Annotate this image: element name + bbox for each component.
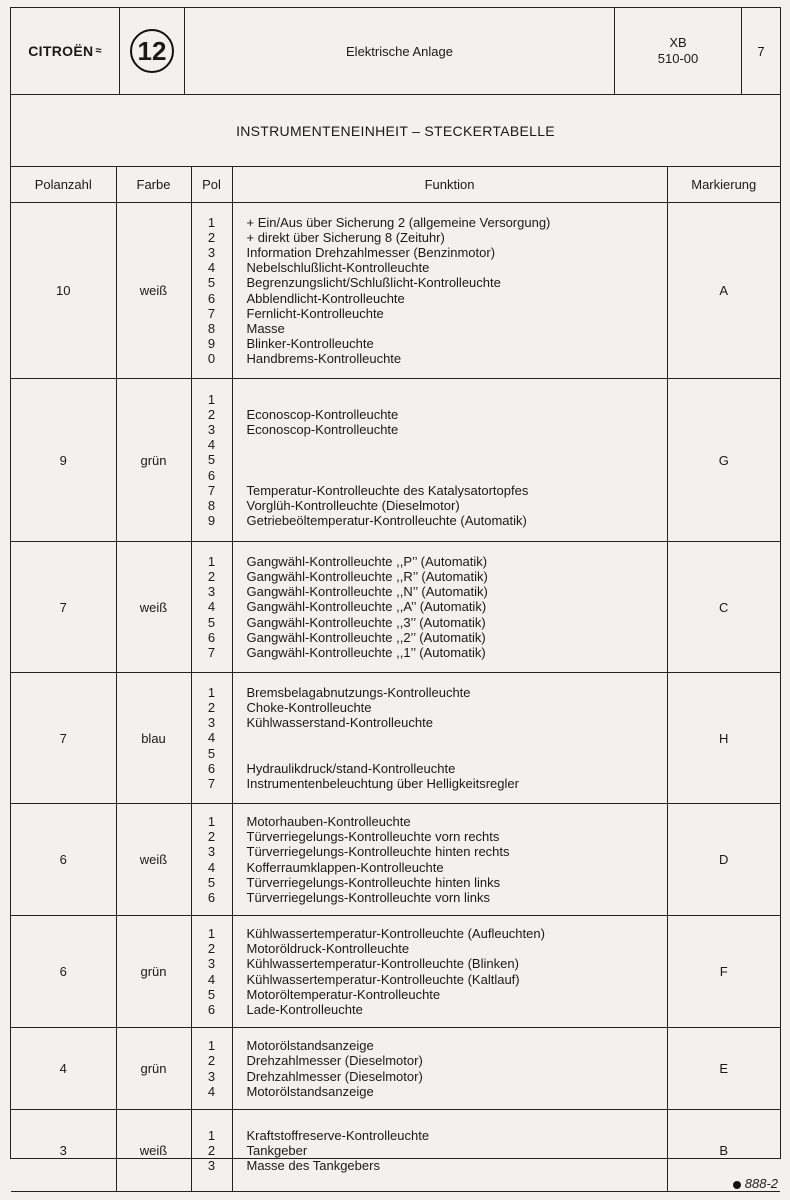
pin-number: 4 bbox=[207, 971, 216, 987]
pin-number: 7 bbox=[207, 644, 216, 660]
cell-farbe: blau bbox=[116, 673, 191, 804]
pin-number: 2 bbox=[207, 700, 216, 716]
cell-markierung: E bbox=[667, 1028, 780, 1110]
table-body bbox=[11, 203, 780, 1192]
pin-function: Türverriegelungs-Kontrolleuchte hinten rechts bbox=[246, 844, 510, 860]
pin-number: 5 bbox=[207, 275, 216, 291]
pin-function: Kühlwassertemperatur-Kontrolleuchte (Aufleuchten) bbox=[246, 925, 545, 941]
pin-number: 5 bbox=[207, 452, 216, 468]
cell-pins bbox=[191, 1110, 232, 1192]
pin-function: Getriebeöltemperatur-Kontrolleuchte (Automatik) bbox=[246, 513, 527, 529]
pin-function: Tankgeber bbox=[246, 1142, 308, 1158]
cell-functions bbox=[232, 1028, 667, 1110]
footer-code: 888-2 bbox=[744, 1176, 778, 1191]
pin-function: Nebelschlußlicht-Kontrolleuchte bbox=[246, 260, 430, 276]
pin-number: 3 bbox=[207, 584, 216, 600]
pin-number: 5 bbox=[207, 874, 216, 890]
cell-functions bbox=[232, 673, 667, 804]
pin-function: Hydraulikdruck/stand-Kontrolleuchte bbox=[246, 760, 456, 776]
table-row bbox=[11, 379, 780, 542]
pin-function: Handbrems-Kontrolleuchte bbox=[246, 351, 402, 367]
pin-function: Gangwähl-Kontrolleuchte ,,2’’ (Automatik) bbox=[246, 629, 486, 645]
pin-number: 5 bbox=[207, 614, 216, 630]
table-row bbox=[11, 916, 780, 1028]
cell-functions bbox=[232, 379, 667, 542]
cell-functions bbox=[232, 1110, 667, 1192]
pin-number: 6 bbox=[207, 889, 216, 905]
table-row bbox=[11, 673, 780, 804]
pin-number: 3 bbox=[207, 1068, 216, 1084]
pin-function: Vorglüh-Kontrolleuchte (Dieselmotor) bbox=[246, 497, 460, 513]
header-title: Elektrische Anlage bbox=[185, 8, 615, 94]
pin-function: Lade-Kontrolleuchte bbox=[246, 1001, 363, 1017]
cell-pins bbox=[191, 1028, 232, 1110]
pin-function bbox=[247, 392, 667, 407]
pin-number: 1 bbox=[207, 925, 216, 941]
pin-function: Drehzahlmesser (Dieselmotor) bbox=[246, 1068, 423, 1084]
table-row bbox=[11, 804, 780, 916]
pin-number: 6 bbox=[207, 467, 216, 483]
cell-farbe: grün bbox=[116, 379, 191, 542]
cell-markierung: C bbox=[667, 542, 780, 673]
pin-number: 2 bbox=[207, 229, 216, 245]
pin-function: Kühlwassertemperatur-Kontrolleuchte (Blinken) bbox=[246, 956, 519, 972]
pin-number: 4 bbox=[207, 1083, 216, 1099]
document-code bbox=[615, 8, 742, 94]
pin-number: 4 bbox=[207, 437, 216, 453]
table-row bbox=[11, 203, 780, 379]
cell-markierung: B bbox=[667, 1110, 780, 1192]
pin-number: 3 bbox=[207, 244, 216, 260]
cell-farbe: grün bbox=[116, 1028, 191, 1110]
pin-function: Kühlwasserstand-Kontrolleuchte bbox=[246, 715, 433, 731]
pin-number: 8 bbox=[207, 497, 216, 513]
document-code-line1: XB bbox=[669, 35, 687, 50]
pin-function: Abblendlicht-Kontrolleuchte bbox=[246, 290, 405, 306]
pin-function: Motoröldruck-Kontrolleuchte bbox=[246, 941, 410, 957]
pin-function bbox=[247, 468, 667, 483]
pin-number: 3 bbox=[207, 422, 216, 438]
pin-number: 6 bbox=[207, 1001, 216, 1017]
pin-function: Instrumentenbeleuchtung über Helligkeitsregler bbox=[246, 775, 519, 791]
cell-markierung: A bbox=[667, 203, 780, 379]
table-row bbox=[11, 1110, 780, 1192]
cell-farbe: weiß bbox=[116, 542, 191, 673]
cell-functions bbox=[232, 916, 667, 1028]
pin-number: 9 bbox=[207, 336, 216, 352]
column-header-markierung: Markierung bbox=[667, 167, 780, 203]
table-row bbox=[11, 1028, 780, 1110]
pin-number: 4 bbox=[207, 260, 216, 276]
cell-pins bbox=[191, 379, 232, 542]
page-number: 7 bbox=[757, 43, 765, 59]
pin-number: 6 bbox=[207, 629, 216, 645]
pin-number: 7 bbox=[207, 482, 216, 498]
pin-number: 5 bbox=[207, 986, 216, 1002]
pin-function: Kraftstoffreserve-Kontrolleuchte bbox=[246, 1127, 430, 1143]
document-code-line2: 510-00 bbox=[657, 51, 699, 66]
pin-function: Drehzahlmesser (Dieselmotor) bbox=[246, 1053, 423, 1069]
cell-pins bbox=[191, 542, 232, 673]
connector-table bbox=[11, 167, 780, 1192]
cell-pins bbox=[191, 916, 232, 1028]
pin-function: Econoscop-Kontrolleuchte bbox=[246, 406, 399, 422]
pin-number: 2 bbox=[207, 569, 216, 585]
pin-function: Fernlicht-Kontrolleuchte bbox=[246, 305, 384, 321]
cell-polanzahl: 3 bbox=[11, 1110, 116, 1192]
pin-number: 2 bbox=[207, 1142, 216, 1158]
cell-pins bbox=[191, 203, 232, 379]
pin-function bbox=[247, 452, 667, 467]
pin-function: Blinker-Kontrolleuchte bbox=[246, 336, 374, 352]
cell-polanzahl: 10 bbox=[11, 203, 116, 379]
footer-reference bbox=[733, 1176, 778, 1191]
pin-function: Begrenzungslicht/Schlußlicht-Kontrolleuchte bbox=[246, 275, 501, 291]
cell-farbe: weiß bbox=[116, 804, 191, 916]
pin-function: Information Drehzahlmesser (Benzinmotor) bbox=[246, 244, 496, 260]
cell-polanzahl: 6 bbox=[11, 916, 116, 1028]
pin-function bbox=[247, 437, 667, 452]
cell-farbe: weiß bbox=[116, 203, 191, 379]
pin-number: 1 bbox=[207, 391, 216, 407]
table-title: INSTRUMENTENEINHEIT – STECKERTABELLE bbox=[11, 95, 780, 167]
pin-function: Masse des Tankgebers bbox=[246, 1158, 380, 1174]
pin-function: Türverriegelungs-Kontrolleuchte vorn rechts bbox=[246, 829, 500, 845]
pin-number: 8 bbox=[207, 320, 216, 336]
pin-number: 3 bbox=[207, 844, 216, 860]
pin-function: Türverriegelungs-Kontrolleuchte vorn links bbox=[246, 889, 491, 905]
pin-number: 2 bbox=[207, 941, 216, 957]
pin-number: 1 bbox=[207, 1038, 216, 1054]
cell-farbe: grün bbox=[116, 916, 191, 1028]
cell-pins bbox=[191, 673, 232, 804]
column-header-farbe: Farbe bbox=[116, 167, 191, 203]
column-header-pol: Pol bbox=[191, 167, 232, 203]
cell-polanzahl: 7 bbox=[11, 542, 116, 673]
pin-number: 1 bbox=[207, 684, 216, 700]
cell-functions bbox=[232, 542, 667, 673]
brand-name: CITROËN bbox=[28, 43, 94, 59]
pin-function: Temperatur-Kontrolleuchte des Katalysatortopfes bbox=[246, 482, 529, 498]
pin-function: Gangwähl-Kontrolleuchte ,,P’’ (Automatik) bbox=[246, 553, 488, 569]
pin-function: Gangwähl-Kontrolleuchte ,,N’’ (Automatik) bbox=[246, 584, 488, 600]
cell-functions bbox=[232, 804, 667, 916]
pin-function: Gangwähl-Kontrolleuchte ,,R’’ (Automatik) bbox=[246, 569, 488, 585]
pin-function: Motorölstandsanzeige bbox=[246, 1038, 374, 1054]
brand-logo-icon: ≈ bbox=[95, 45, 102, 57]
pin-number: 0 bbox=[207, 351, 216, 367]
table-header-row bbox=[11, 167, 780, 203]
pin-function: Gangwähl-Kontrolleuchte ,,1’’ (Automatik) bbox=[246, 644, 486, 660]
pin-number: 7 bbox=[207, 305, 216, 321]
pin-function: Türverriegelungs-Kontrolleuchte hinten links bbox=[246, 874, 501, 890]
document-sheet bbox=[10, 7, 781, 1174]
pin-number: 5 bbox=[207, 745, 216, 761]
pin-function bbox=[247, 746, 667, 761]
column-header-polanzahl: Polanzahl bbox=[11, 167, 116, 203]
pin-function: Motorhauben-Kontrolleuchte bbox=[246, 813, 411, 829]
cell-markierung: D bbox=[667, 804, 780, 916]
pin-function: + Ein/Aus über Sicherung 2 (allgemeine Versorgung) bbox=[246, 214, 551, 230]
cell-pins bbox=[191, 804, 232, 916]
pin-function: Econoscop-Kontrolleuchte bbox=[246, 422, 399, 438]
pin-number: 1 bbox=[207, 813, 216, 829]
table-row bbox=[11, 542, 780, 673]
chapter-cell bbox=[120, 8, 185, 94]
pin-number: 1 bbox=[207, 553, 216, 569]
pin-function: Gangwähl-Kontrolleuchte ,,3’’ (Automatik) bbox=[246, 614, 486, 630]
pin-function bbox=[247, 730, 667, 745]
pin-number: 2 bbox=[207, 829, 216, 845]
pin-number: 1 bbox=[207, 214, 216, 230]
pin-number: 9 bbox=[207, 513, 216, 529]
pin-function: Choke-Kontrolleuchte bbox=[246, 700, 372, 716]
pin-number: 3 bbox=[207, 715, 216, 731]
cell-farbe: weiß bbox=[116, 1110, 191, 1192]
cell-markierung: H bbox=[667, 673, 780, 804]
cell-polanzahl: 9 bbox=[11, 379, 116, 542]
pin-function: Kofferraumklappen-Kontrolleuchte bbox=[246, 859, 444, 875]
cell-markierung: G bbox=[667, 379, 780, 542]
pin-function: Motorölstandsanzeige bbox=[246, 1083, 374, 1099]
pin-number: 6 bbox=[207, 760, 216, 776]
pin-number: 3 bbox=[207, 1158, 216, 1174]
cell-polanzahl: 7 bbox=[11, 673, 116, 804]
pin-function: Bremsbelagabnutzungs-Kontrolleuchte bbox=[246, 684, 471, 700]
pin-number: 4 bbox=[207, 599, 216, 615]
pin-number: 6 bbox=[207, 290, 216, 306]
cell-polanzahl: 6 bbox=[11, 804, 116, 916]
cell-functions bbox=[232, 203, 667, 379]
bullet-icon bbox=[733, 1181, 741, 1189]
pin-function: Kühlwassertemperatur-Kontrolleuchte (Kaltlauf) bbox=[246, 971, 520, 987]
header bbox=[11, 8, 780, 95]
chapter-number: 12 bbox=[130, 29, 174, 73]
pin-number: 4 bbox=[207, 730, 216, 746]
pin-number: 3 bbox=[207, 956, 216, 972]
pin-number: 1 bbox=[207, 1127, 216, 1143]
cell-polanzahl: 4 bbox=[11, 1028, 116, 1110]
column-header-funktion: Funktion bbox=[232, 167, 667, 203]
pin-function: + direkt über Sicherung 8 (Zeituhr) bbox=[246, 229, 445, 245]
pin-number: 7 bbox=[207, 775, 216, 791]
pin-function: Masse bbox=[246, 320, 285, 336]
pin-function: Gangwähl-Kontrolleuchte ,,A’’ (Automatik) bbox=[246, 599, 487, 615]
cell-markierung: F bbox=[667, 916, 780, 1028]
pin-number: 2 bbox=[207, 406, 216, 422]
pin-number: 2 bbox=[207, 1053, 216, 1069]
pin-number: 4 bbox=[207, 859, 216, 875]
pin-function: Motoröltemperatur-Kontrolleuchte bbox=[246, 986, 441, 1002]
brand-cell bbox=[11, 8, 120, 94]
